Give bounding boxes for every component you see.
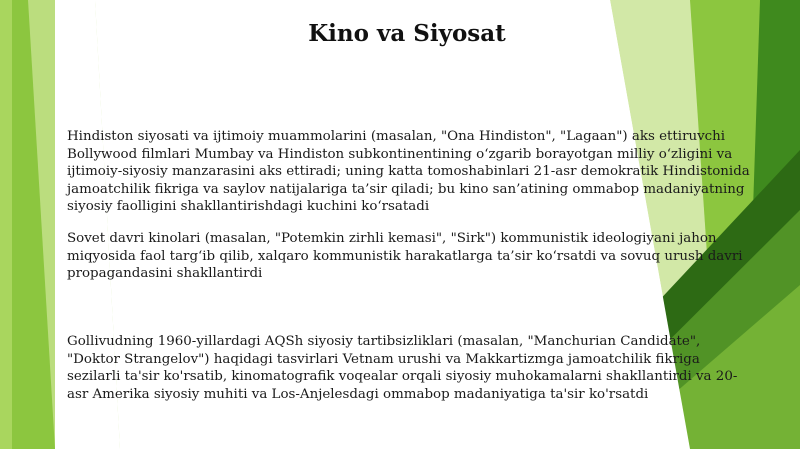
- body-paragraph: Hindiston siyosati va ijtimoiy muammolarini (masalan, "Ona Hindiston", "Lagaan") aks ettiruvchi Bollywood filmlari Mumbay va Hindiston subkontinentining o‘zgarib borayotgan milliy o‘zligini va ijtimoiy-siyosiy manzarasini aks ettiradi; uning katta tomoshabinlari 21-asr demokratik Hindistonida jamoatchilik fikriga va saylov natijalariga ta’sir qiladi; bu kino san’atining ommabop madaniyatning siyosiy faolligini shakllantirishdagi kuchini ko‘rsatadi: [67, 129, 750, 215]
- body-paragraph: Sovet davri kinolari (masalan, "Potemkin zirhli kemasi", "Sirk") kommunistik ideologiyani jahon miqyosida faol targ‘ib qilib, xalqaro kommunistik harakatlarga ta’sir ko‘rsatdi va sovuq urush davri propagandasini shakllantirdi: [67, 231, 743, 282]
- slide-title: Kino va Siyosat: [308, 20, 506, 47]
- left-accent-highlight: [0, 0, 12, 449]
- body-paragraph: Gollivudning 1960-yillardagi AQSh siyosiy tartibsizliklari (masalan, "Manchurian Candidate", "Doktor Strangelov") haqidagi tasvirlari Vetnam urushi va Makkartizmga jamoatchilik fikriga sezilarli ta'sir ko'rsatib, kinomatografik voqealar orqali siyosiy muhokamalarni shakllantirdi va 20-asr Amerika siyosiy muhiti va Los-Anjelesdagi ommabop madaniyatiga ta'sir ko'rsatdi: [67, 334, 738, 402]
